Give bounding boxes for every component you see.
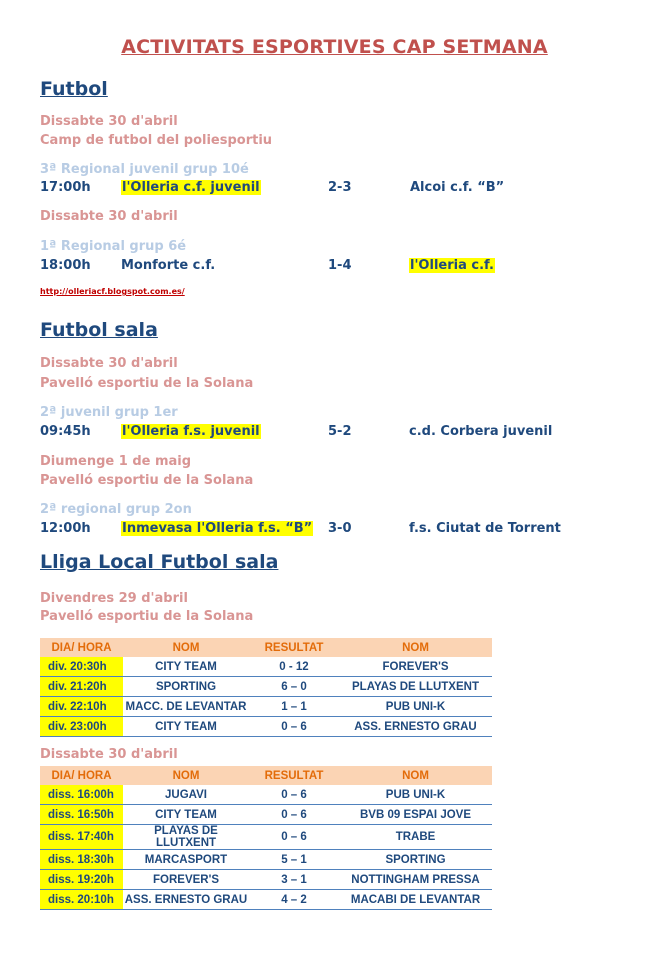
cell-time: diss. 16:00h [40, 785, 123, 805]
cell-result: 5 – 1 [249, 850, 339, 870]
results-table-friday [40, 638, 492, 737]
away-team: f.s. Ciutat de Torrent [409, 521, 561, 536]
column-header: NOM [123, 638, 249, 657]
cell-away: BVB 09 ESPAI JOVE [339, 805, 492, 825]
column-header: RESULTAT [249, 638, 339, 657]
cell-result: 4 – 2 [249, 890, 339, 910]
section-heading-futbol-sala: Futbol sala [40, 319, 158, 341]
cell-home: MACC. DE LEVANTAR [123, 697, 249, 717]
column-header: NOM [339, 766, 492, 785]
cell-away: FOREVER'S [339, 657, 492, 677]
cell-time: div. 21:20h [40, 677, 123, 697]
date-label: Divendres 29 d'abril [40, 591, 188, 606]
cell-home: SPORTING [123, 677, 249, 697]
match-score: 2-3 [328, 180, 352, 195]
cell-home: PLAYAS DE LLUTXENT [123, 825, 249, 850]
away-team: l'Olleria c.f. [410, 258, 494, 273]
cell-away: MACABI DE LEVANTAR [339, 890, 492, 910]
cell-result: 0 – 6 [249, 785, 339, 805]
cell-time: diss. 19:20h [40, 870, 123, 890]
match-score: 5-2 [328, 424, 352, 439]
venue-label: Pavelló esportiu de la Solana [40, 473, 254, 488]
match-row [40, 180, 600, 198]
column-header: DIA/ HORA [40, 766, 123, 785]
cell-home: ASS. ERNESTO GRAU [123, 890, 249, 910]
venue-label: Pavelló esportiu de la Solana [40, 376, 254, 391]
table-row [40, 697, 492, 717]
results-table-saturday [40, 766, 492, 910]
cell-home: CITY TEAM [123, 657, 249, 677]
away-team: c.d. Corbera juvenil [409, 424, 553, 439]
cell-result: 0 – 6 [249, 717, 339, 737]
table-header-row [40, 766, 492, 785]
table-row [40, 825, 492, 850]
home-team: Inmevasa l'Olleria f.s. “B” [122, 521, 313, 536]
league-label: 2ª regional grup 2on [40, 502, 192, 517]
cell-away: ASS. ERNESTO GRAU [339, 717, 492, 737]
club-link[interactable]: http://olleriacf.blogspot.com.es/ [40, 287, 185, 296]
section-heading-lliga-local: Lliga Local Futbol sala [40, 551, 279, 573]
cell-result: 0 – 6 [249, 805, 339, 825]
cell-time: diss. 17:40h [40, 825, 123, 850]
section-heading-futbol: Futbol [40, 78, 108, 100]
match-row [40, 424, 600, 442]
cell-home: FOREVER'S [123, 870, 249, 890]
match-time: 17:00h [40, 180, 91, 195]
cell-time: diss. 16:50h [40, 805, 123, 825]
cell-away: SPORTING [339, 850, 492, 870]
match-time: 12:00h [40, 521, 91, 536]
table-row [40, 805, 492, 825]
league-label: 3ª Regional juvenil grup 10é [40, 162, 249, 177]
column-header: NOM [123, 766, 249, 785]
cell-time: diss. 20:10h [40, 890, 123, 910]
cell-time: div. 22:10h [40, 697, 123, 717]
cell-time: div. 23:00h [40, 717, 123, 737]
column-header: RESULTAT [249, 766, 339, 785]
table-row [40, 677, 492, 697]
table-row [40, 657, 492, 677]
match-row [40, 258, 600, 276]
venue-label: Camp de futbol del poliesportiu [40, 133, 273, 148]
cell-result: 0 – 6 [249, 825, 339, 850]
column-header: NOM [339, 638, 492, 657]
match-score: 3-0 [328, 521, 352, 536]
match-score: 1-4 [328, 258, 352, 273]
table-row [40, 785, 492, 805]
cell-away: NOTTINGHAM PRESSA [339, 870, 492, 890]
match-row [40, 521, 600, 539]
cell-home: CITY TEAM [123, 717, 249, 737]
cell-away: PLAYAS DE LLUTXENT [339, 677, 492, 697]
match-time: 09:45h [40, 424, 91, 439]
home-team: Monforte c.f. [121, 258, 216, 273]
cell-result: 6 – 0 [249, 677, 339, 697]
venue-label: Pavelló esportiu de la Solana [40, 609, 254, 624]
cell-away: PUB UNI-K [339, 697, 492, 717]
date-label: Dissabte 30 d'abril [40, 114, 178, 129]
home-team: l'Olleria c.f. juvenil [122, 180, 260, 195]
away-team: Alcoi c.f. “B” [410, 180, 505, 195]
page-title: ACTIVITATS ESPORTIVES CAP SETMANA [121, 36, 548, 58]
table-row [40, 890, 492, 910]
date-label: Dissabte 30 d'abril [40, 747, 178, 762]
cell-home: CITY TEAM [123, 805, 249, 825]
table-row [40, 717, 492, 737]
table-header-row [40, 638, 492, 657]
cell-away: PUB UNI-K [339, 785, 492, 805]
home-team: l'Olleria f.s. juvenil [122, 424, 260, 439]
league-label: 2ª juvenil grup 1er [40, 405, 178, 420]
date-label: Diumenge 1 de maig [40, 454, 192, 469]
match-time: 18:00h [40, 258, 91, 273]
date-label: Dissabte 30 d'abril [40, 356, 178, 371]
table-row [40, 850, 492, 870]
cell-result: 1 – 1 [249, 697, 339, 717]
cell-time: diss. 18:30h [40, 850, 123, 870]
column-header: DIA/ HORA [40, 638, 123, 657]
cell-home: MARCASPORT [123, 850, 249, 870]
cell-result: 3 – 1 [249, 870, 339, 890]
cell-home: JUGAVI [123, 785, 249, 805]
date-label: Dissabte 30 d'abril [40, 209, 178, 224]
cell-time: div. 20:30h [40, 657, 123, 677]
league-label: 1ª Regional grup 6é [40, 239, 187, 254]
table-row [40, 870, 492, 890]
cell-result: 0 - 12 [249, 657, 339, 677]
cell-away: TRABE [339, 825, 492, 850]
